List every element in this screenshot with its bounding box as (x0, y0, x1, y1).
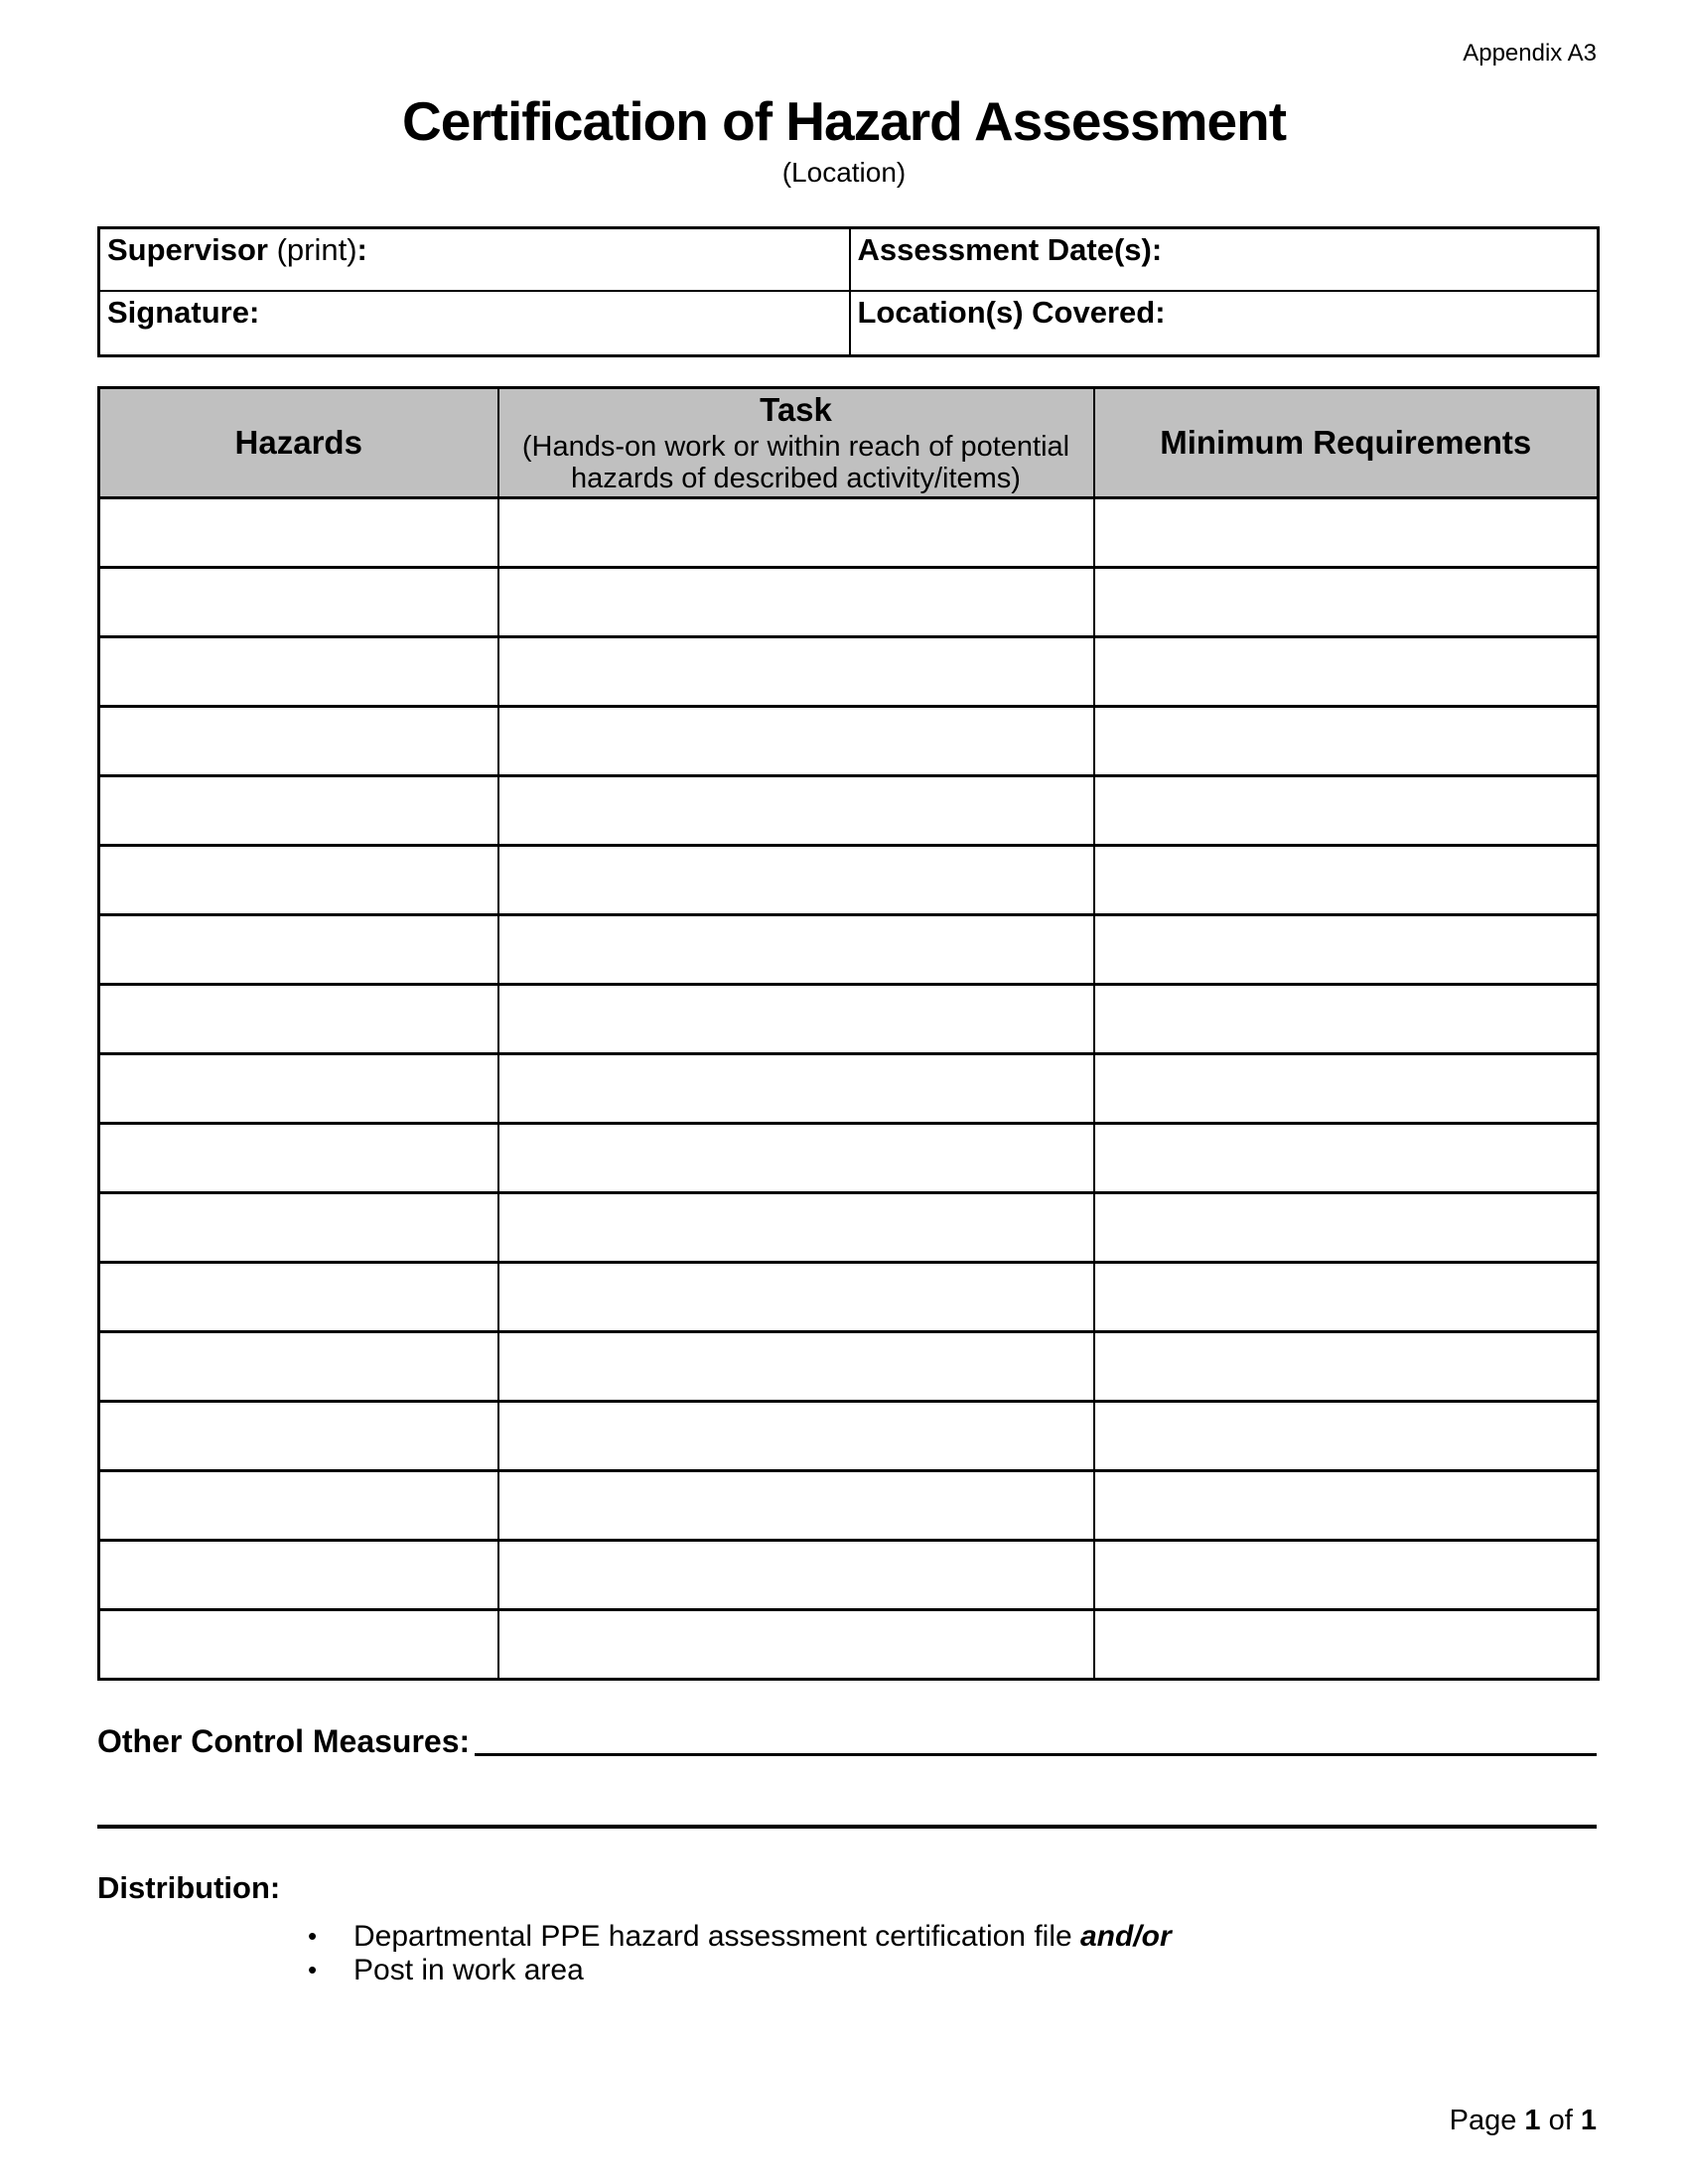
hazard-table-row (99, 1263, 1599, 1332)
hazard-table-cell[interactable] (1094, 1402, 1599, 1471)
hazard-table-cell[interactable] (99, 707, 498, 776)
hazard-table-row (99, 1402, 1599, 1471)
supervisor-label: Supervisor (print): (107, 232, 367, 267)
supervisor-cell[interactable] (99, 228, 850, 291)
hazard-table-header-row (99, 388, 1599, 498)
hazard-table-row (99, 846, 1599, 915)
hazard-table-row (99, 1124, 1599, 1193)
hazard-table-cell[interactable] (99, 915, 498, 985)
other-control-measures-section (97, 1723, 1597, 1763)
page-title: Certification of Hazard Assessment (401, 90, 1287, 152)
hazard-table-cell[interactable] (1094, 1471, 1599, 1541)
hazard-table-row (99, 637, 1599, 707)
hazard-table-cell[interactable] (498, 637, 1094, 707)
hazard-table-cell[interactable] (498, 1332, 1094, 1402)
minimum-requirements-column-title: Minimum Requirements (1160, 424, 1532, 461)
hazard-table-cell[interactable] (498, 776, 1094, 846)
hazard-table-cell[interactable] (498, 846, 1094, 915)
hazard-table-cell[interactable] (498, 1402, 1094, 1471)
distribution-list (97, 1920, 1597, 1987)
hazard-table-cell[interactable] (99, 1193, 498, 1263)
hazard-table-cell[interactable] (498, 1471, 1094, 1541)
hazard-table-cell[interactable] (498, 568, 1094, 637)
hazard-table-cell[interactable] (498, 1124, 1094, 1193)
hazard-table-row (99, 1610, 1599, 1680)
assessment-dates-label: Assessment Date(s): (857, 232, 1163, 267)
hazard-table-row (99, 1541, 1599, 1610)
hazard-table-cell[interactable] (99, 1471, 498, 1541)
hazard-table-cell[interactable] (1094, 915, 1599, 985)
hazard-table-cell[interactable] (1094, 1193, 1599, 1263)
hazard-table-cell[interactable] (1094, 1124, 1599, 1193)
page-subtitle: (Location) (781, 157, 907, 188)
hazard-table-row (99, 985, 1599, 1054)
hazard-table-cell[interactable] (99, 1332, 498, 1402)
hazard-table-header (99, 388, 1599, 498)
footer-total-pages: 1 (1580, 2105, 1597, 2136)
hazard-table-cell[interactable] (498, 985, 1094, 1054)
hazard-table-row (99, 1054, 1599, 1124)
hazard-table-cell[interactable] (1094, 846, 1599, 915)
distribution-heading: Distribution: (97, 1870, 281, 1905)
task-column-title: Task (760, 390, 832, 428)
hazard-table-cell[interactable] (99, 985, 498, 1054)
hazard-table-cell[interactable] (1094, 776, 1599, 846)
hazard-table-row (99, 707, 1599, 776)
hazard-table-cell[interactable] (99, 1402, 498, 1471)
hazard-table-cell[interactable] (99, 1610, 498, 1680)
hazard-table-row (99, 776, 1599, 846)
signature-cell[interactable] (99, 291, 850, 356)
bullet-icon: • (308, 1921, 318, 1951)
hazard-table-cell[interactable] (1094, 1541, 1599, 1610)
hazard-table-cell[interactable] (1094, 498, 1599, 568)
hazard-table-cell[interactable] (1094, 985, 1599, 1054)
hazard-table-cell[interactable] (498, 1193, 1094, 1263)
signature-label: Signature: (107, 294, 260, 330)
hazard-table-row (99, 915, 1599, 985)
hazard-table-cell[interactable] (498, 1054, 1094, 1124)
hazard-table-cell[interactable] (498, 498, 1094, 568)
hazard-table-cell[interactable] (99, 1541, 498, 1610)
hazard-table-row (99, 498, 1599, 568)
hazard-table-cell[interactable] (99, 776, 498, 846)
info-table-row (99, 228, 1599, 291)
task-column-subtitle: (Hands-on work or within reach of potential hazards of described activity/items) (521, 430, 1070, 494)
hazard-table-cell[interactable] (99, 1054, 498, 1124)
locations-covered-label: Location(s) Covered: (857, 294, 1166, 330)
column-header-task (498, 388, 1094, 498)
hazard-table-cell[interactable] (1094, 568, 1599, 637)
distribution-section (97, 1870, 1597, 1987)
hazard-table-cell[interactable] (99, 1124, 498, 1193)
hazard-table-cell[interactable] (1094, 1332, 1599, 1402)
bullet-icon: • (308, 1955, 318, 1984)
distribution-item-emphasis: and/or (1080, 1920, 1172, 1953)
hazard-table-cell[interactable] (99, 1263, 498, 1332)
info-table-row (99, 291, 1599, 356)
distribution-item (97, 1954, 1597, 1987)
hazard-table-row (99, 1193, 1599, 1263)
other-control-measures-line[interactable] (475, 1753, 1597, 1756)
footer-separator: of (1540, 2105, 1581, 2136)
page-footer (97, 2105, 1597, 2137)
footer-page-prefix: Page (1449, 2105, 1525, 2136)
hazard-table-cell[interactable] (1094, 1610, 1599, 1680)
hazard-table-cell[interactable] (1094, 637, 1599, 707)
assessment-dates-cell[interactable] (850, 228, 1599, 291)
hazard-table-cell[interactable] (1094, 1054, 1599, 1124)
distribution-item (97, 1920, 1597, 1954)
hazard-table-row (99, 568, 1599, 637)
column-header-minimum-requirements (1094, 388, 1599, 498)
hazard-table-cell[interactable] (1094, 1263, 1599, 1332)
column-header-hazards (99, 388, 498, 498)
hazard-table-row (99, 1471, 1599, 1541)
locations-covered-cell[interactable] (850, 291, 1599, 356)
appendix-label: Appendix A3 (1463, 40, 1597, 67)
distribution-item-text: Post in work area (353, 1954, 584, 1986)
footer-current-page: 1 (1524, 2105, 1541, 2136)
section-divider-line[interactable] (97, 1825, 1597, 1829)
hazard-table-cell[interactable] (498, 1541, 1094, 1610)
hazard-table-cell[interactable] (99, 498, 498, 568)
hazard-table-row (99, 1332, 1599, 1402)
other-control-measures-label: Other Control Measures: (97, 1723, 471, 1759)
hazards-column-title: Hazards (234, 424, 362, 461)
distribution-item-text: Departmental PPE hazard assessment certification file (353, 1920, 1080, 1953)
hazard-table-body (99, 498, 1599, 1680)
hazard-assessment-table (97, 386, 1600, 1681)
hazard-table-cell[interactable] (498, 1263, 1094, 1332)
hazard-table-cell[interactable] (1094, 707, 1599, 776)
hazard-table-cell[interactable] (498, 707, 1094, 776)
hazard-table-cell[interactable] (99, 637, 498, 707)
hazard-table-cell[interactable] (498, 915, 1094, 985)
hazard-table-cell[interactable] (99, 846, 498, 915)
hazard-table-cell[interactable] (498, 1610, 1094, 1680)
supervisor-info-table (97, 226, 1600, 357)
hazard-table-cell[interactable] (99, 568, 498, 637)
